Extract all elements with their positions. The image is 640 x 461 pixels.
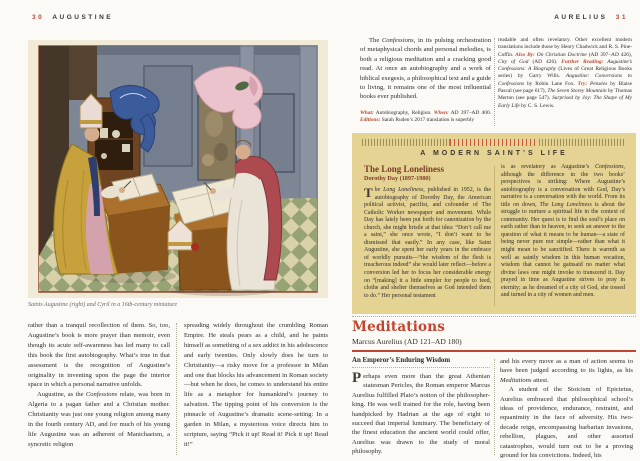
sidebar-box-modern-saints-life — [352, 133, 636, 314]
paragraph: The Confessions, in its pulsing orchestration of metaphysical chords and personal melodies, is both a religious meditation and a cracking good read. At once an autobiography and a work of biblical exegesis, a philosophical text and a guide to living, it remains one of the most influential books ever published. — [360, 37, 491, 101]
entry-author: Marcus Aurelius (AD 121–AD 180) — [352, 337, 462, 346]
meditations-column-1 — [352, 357, 490, 458]
paragraph: and his every move as a man of action seems to have been judged according to its lights, as his Meditations attest. — [500, 358, 633, 384]
red-rule — [352, 350, 636, 352]
entry-subhead: An Emperor’s Enduring Wisdom — [352, 357, 490, 368]
paragraph: A student of the Stoicism of Epictetus, Aurelius embraced that philosophical school’s ideas of providence, endurance, restraint, and equanimity in the face of adversity. His two-decade reign, encompassing barbarian invasions, rebellion, plagues, and other assorted catastrophes, would turn out to be a proving ground for his convictions. Indeed, his — [500, 386, 633, 458]
section-divider — [352, 316, 636, 317]
sidebar-text: he Long Loneliness, published in 1952, is the autobiography of Dorothy Day, the American political activist, pacifist, and cofounder of The Catholic Worker newspaper and movement. While Day has lately been put forth for canonization by the church, she might bristle at that idea: “Don’t call me a saint,” she once wrote, “I don’t want to be dismissed that easily.” In any case, like Saint Augustine, she spent her early years in the embrace of worldly pursuits—“the wisdom of the flesh is treacherous indeed” she would later reflect—before a conversion led her to focus her considerable energy on “[making] it a little simpler for people to feed, clothe and shelter themselves as God intended them to do.” Her personal testament — [364, 187, 491, 299]
paragraph: Augustine, as the Confessions relate, was born in Algeria to a pagan father and a Christian mother. Christianity was just one young religion among many in the fourth century AD, and for much of his young life Augustine was an adherent of Manichaeism, a syncretic religion — [28, 391, 170, 448]
left-page-column-2 — [184, 321, 328, 459]
meditations-column-2 — [500, 357, 633, 458]
paragraph: spreading widely throughout the crumbling Roman Empire. He steals pears as a child, and he paints himself as something of a sex addict in his adolescence and early twenties. Only slowly does he turn to Christianity—a risky move for a professor in Milan and one that blocks his advancement in Roman society—but when he does, he comes to understand his entire life as a metaphor for humankind’s journey to salvation. The tipping point of his conversion is the pinnacle of Augustine’s dramatic scene-setting: In a garden in Milan, a mysterious voice directs him to scripture, saying “Pick it up! Read it! Pick it up! Read it!” — [184, 322, 328, 448]
sidebar-book-title: The Long Loneliness — [364, 164, 445, 174]
drop-cap: T — [364, 185, 373, 200]
paragraph — [352, 372, 490, 457]
ornament-stripe — [362, 139, 626, 146]
column-divider — [176, 323, 177, 455]
summary-column-1 — [360, 36, 491, 128]
column-divider — [494, 38, 495, 126]
paragraph: rather than a tranquil recollection of them. So, too, Augustine’s book is more prayer than memoir, even though its acute self-awareness has led many to call this book the first autobiography. What’s true in that assessment is the recognition of Augustine’s originality in inventing upon the page the interior space in which a personal narrative unfolds. — [28, 322, 170, 389]
paragraph: is as revelatory as Augustine’s Confessions, although the difference in the two books’ perspectives is striking: Where Augustine’s autobiography is a conversation with God, Day’s narrative is a conversation with the world. From its title on down, The Long Loneliness is about the struggle to nurture a spiritual life in the context of community. Her quest is to find the soul’s place on earth rather than in heaven, to seek an answer to the question of what it means to be human—a state of being never pure nor simple—rather than what it might mean to be sanctified. There is warmth as well as saintly wisdom in this human vocation, wisdom that cannot be gainsaid no matter what divine laws one might invoke to transcend it. Day prayed in time as Augustine strives to pray in eternity; as he dreamed of a city of God, she tossed and turned in a city of women and men. — [501, 164, 625, 299]
page-number-right: 31 — [615, 14, 628, 21]
page-number-left: 30 — [32, 14, 45, 21]
column-divider — [494, 359, 495, 455]
sidebar-column-2 — [501, 164, 625, 310]
image-caption: Saints Augustine (right) and Cyril in a 16th-century miniature — [28, 302, 177, 308]
running-title-right: AURELIUS — [554, 14, 608, 21]
entry-title: Meditations — [352, 319, 446, 335]
paragraph — [364, 187, 491, 300]
running-title-left: AUGUSTINE — [52, 14, 114, 21]
running-head-right — [554, 14, 632, 21]
sidebar-box-header: A MODERN SAINT’S LIFE — [420, 150, 568, 157]
drop-cap: P — [352, 370, 362, 386]
meditations-text: erhaps even more than the great Athenian statesman Pericles, the Roman emperor Marcus Aurelius fulfilled Plato’s notion of the philosopher-king. He was well trained for the role, having been handpicked by Hadrian at the age of eight to succeed that imperial luminary. The beneficiary of the finest education the ancient world could offer, Aurelius was drawn to the study of moral philosophy. — [352, 373, 490, 456]
sidebar-book-author: Dorothy Day (1897-1980) — [364, 175, 431, 182]
sidebar-column-1 — [364, 164, 491, 310]
manuscript-painting — [28, 40, 328, 298]
info-block-left: What: Autobiography, Religion. When: AD 397–AD 400. Editions: Sarah Ruden’s 2017 translation is superbly — [360, 109, 491, 124]
sidebar-column-divider — [494, 166, 495, 306]
info-block-right: readable and often revelatory. Other excellent modern translations include those by Henry Chadwick and R. S. Pine-Coffin. Also By: On Christian Doctrine (AD 397–AD 426), City of God (AD 426). Further Reading: Augustine’s Confessions: A Biography (Lives of Great Religious Books series) by Garry Wills. Augustine: Conversions to Confessions by Robin Lane Fox. Try: Pensées by Blaise Pascal (see page 617), The Seven Storey Mountain by Thomas Merton (see page 547). Surprised by Joy: The Shape of My Early Life by C. S. Lewis. — [498, 37, 632, 109]
running-head-left — [28, 14, 113, 21]
manuscript-miniature-image — [28, 40, 328, 298]
left-page-column-1 — [28, 321, 170, 459]
